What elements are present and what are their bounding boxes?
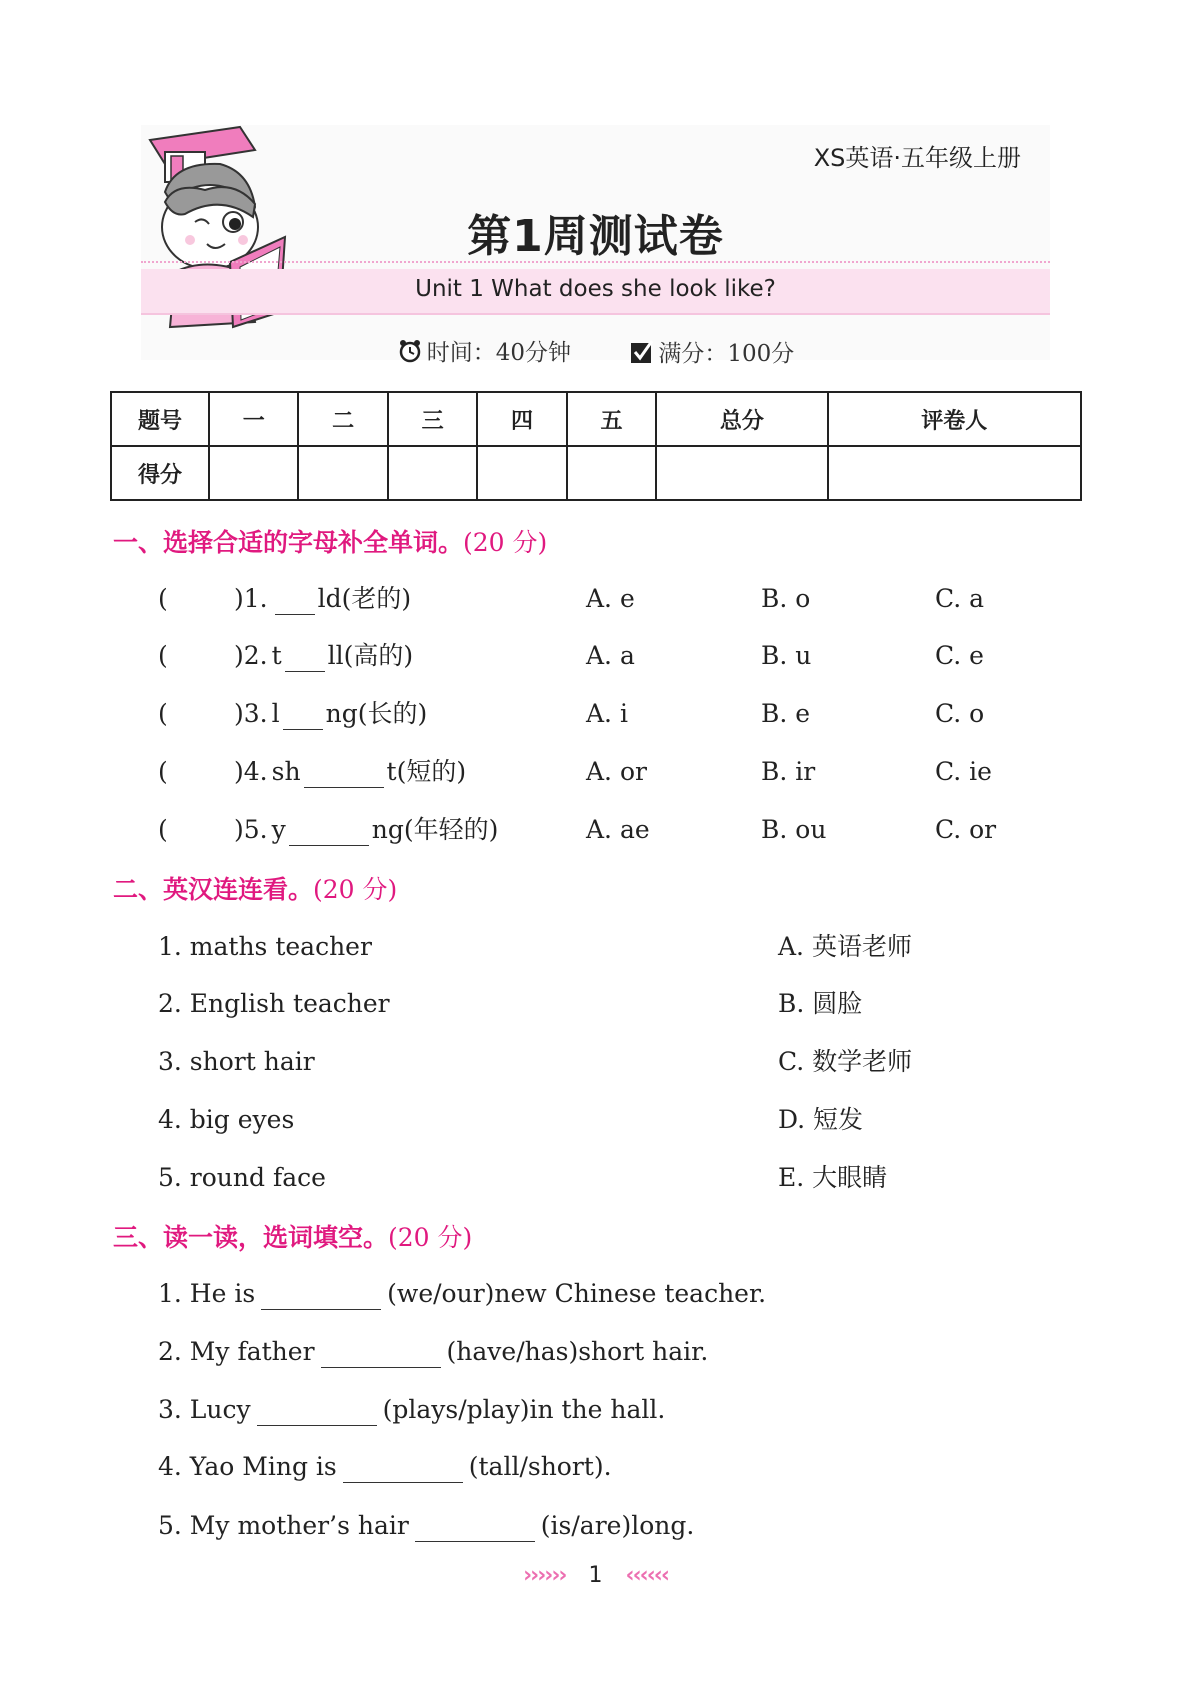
score-cell[interactable] — [656, 446, 827, 500]
answer-blank[interactable] — [415, 1513, 535, 1542]
match-chinese-item[interactable]: A. 英语老师 — [778, 932, 912, 961]
section-points: (20 分) — [313, 875, 398, 904]
time-label: 时间：40分钟 — [426, 340, 572, 366]
sentence-end: (tall/short). — [468, 1452, 612, 1481]
sentence-start: 4. Yao Ming is — [158, 1452, 337, 1481]
word-suffix: ng — [325, 699, 358, 728]
time-info — [397, 334, 571, 367]
fill-blank-sentence — [158, 1278, 766, 1310]
match-chinese-item[interactable]: C. 数学老师 — [778, 1047, 913, 1076]
full-score-label: 满分：100分 — [658, 341, 795, 367]
word-gloss: (高的) — [343, 641, 414, 670]
sentence-start: 3. Lucy — [158, 1395, 251, 1424]
answer-blank[interactable] — [321, 1339, 441, 1368]
answer-slot[interactable] — [175, 698, 230, 730]
header-cell: 五 — [567, 392, 656, 446]
row-label: 得分 — [111, 446, 209, 500]
question-word — [234, 640, 413, 672]
option-b[interactable]: B. e — [761, 699, 811, 728]
answer-slot[interactable] — [175, 640, 230, 672]
sentence-end: (we/our)new Chinese teacher. — [387, 1279, 767, 1308]
fill-blank-sentence — [158, 1451, 612, 1483]
option-c[interactable]: C. ie — [935, 757, 992, 786]
answer-slot[interactable] — [175, 814, 230, 846]
section-title: 一、选择合适的字母补全单词。 — [113, 528, 464, 557]
left-arrows-decoration: ›››››› — [523, 1563, 566, 1588]
option-a[interactable]: A. or — [586, 757, 647, 786]
header-cell: 二 — [298, 392, 387, 446]
exam-meta — [0, 334, 1191, 370]
page-footer — [0, 1563, 1191, 1588]
section-title: 三、读一读，选词填空。 — [113, 1223, 389, 1252]
header-cell: 三 — [388, 392, 477, 446]
score-cell[interactable] — [298, 446, 387, 500]
sentence-end: (is/are)long. — [540, 1511, 695, 1540]
section-points: (20 分) — [388, 1223, 473, 1252]
fill-blank-sentence — [158, 1394, 665, 1426]
match-chinese-item[interactable]: D. 短发 — [778, 1105, 864, 1134]
letter-blank — [304, 759, 384, 788]
header-cell: 四 — [477, 392, 566, 446]
word-gloss: (短的) — [396, 757, 467, 786]
word-gloss: (老的) — [341, 584, 412, 613]
letter-blank — [283, 701, 323, 730]
score-cell[interactable] — [388, 446, 477, 500]
option-b[interactable]: B. ir — [761, 757, 816, 786]
answer-paren-open: ( — [158, 641, 168, 670]
sentence-start: 5. My mother’s hair — [158, 1511, 409, 1540]
match-english-item[interactable]: 5. round face — [158, 1163, 326, 1192]
option-b[interactable]: B. ou — [761, 815, 827, 844]
option-a[interactable]: A. i — [586, 699, 628, 728]
header-cell: 题号 — [111, 392, 209, 446]
question-number: )3. — [234, 699, 268, 728]
question-word — [234, 698, 427, 730]
score-info — [630, 335, 794, 368]
option-c[interactable]: C. or — [935, 815, 997, 844]
question-word — [234, 583, 411, 615]
sentence-end: (have/has)short hair. — [446, 1337, 709, 1366]
header-cell: 总分 — [656, 392, 827, 446]
word-prefix: t — [271, 641, 282, 670]
option-b[interactable]: B. o — [761, 584, 811, 613]
dotted-divider — [141, 261, 1050, 263]
page-number: 1 — [588, 1563, 603, 1588]
match-english-item[interactable]: 4. big eyes — [158, 1105, 295, 1134]
unit-subtitle: Unit 1 What does she look like? — [415, 276, 776, 302]
fill-blank-sentence — [158, 1510, 694, 1542]
score-table-header-row — [111, 392, 1081, 446]
match-english-item[interactable]: 2. English teacher — [158, 989, 390, 1018]
option-a[interactable]: A. e — [586, 584, 635, 613]
sentence-start: 2. My father — [158, 1337, 315, 1366]
match-chinese-item[interactable]: E. 大眼睛 — [778, 1163, 888, 1192]
word-suffix: ng — [371, 815, 404, 844]
word-gloss: (年轻的) — [403, 815, 499, 844]
right-arrows-decoration: ‹‹‹‹‹‹ — [625, 1563, 668, 1588]
word-suffix: ld — [317, 584, 342, 613]
option-b[interactable]: B. u — [761, 641, 812, 670]
section2-heading — [113, 870, 397, 906]
score-cell[interactable] — [477, 446, 566, 500]
word-gloss: (长的) — [357, 699, 428, 728]
question-number: )4. — [234, 757, 268, 786]
answer-blank[interactable] — [343, 1454, 463, 1483]
question-number: )2. — [234, 641, 268, 670]
option-c[interactable]: C. o — [935, 699, 985, 728]
option-c[interactable]: C. e — [935, 641, 984, 670]
option-a[interactable]: A. ae — [586, 815, 650, 844]
sentence-start: 1. He is — [158, 1279, 256, 1308]
score-table-score-row — [111, 446, 1081, 500]
question-word — [234, 814, 498, 846]
answer-paren-open: ( — [158, 757, 168, 786]
option-c[interactable]: C. a — [935, 584, 985, 613]
section3-heading — [113, 1218, 472, 1254]
fill-blank-sentence — [158, 1336, 708, 1368]
score-cell[interactable] — [828, 446, 1081, 500]
option-a[interactable]: A. a — [586, 641, 635, 670]
answer-blank[interactable] — [257, 1397, 377, 1426]
answer-slot[interactable] — [175, 756, 230, 788]
answer-slot[interactable] — [175, 583, 230, 615]
answer-paren-open: ( — [158, 815, 168, 844]
answer-paren-open: ( — [158, 584, 168, 613]
sentence-end: (plays/play)in the hall. — [382, 1395, 666, 1424]
section-title: 二、英汉连连看。 — [113, 875, 314, 904]
letter-blank — [275, 586, 315, 615]
word-prefix: y — [271, 815, 286, 844]
match-english-item[interactable]: 3. short hair — [158, 1047, 315, 1076]
section1-heading — [113, 523, 547, 559]
word-suffix: ll — [327, 641, 344, 670]
letter-blank — [289, 817, 369, 846]
word-suffix: t — [386, 757, 397, 786]
word-prefix: sh — [271, 757, 301, 786]
answer-blank[interactable] — [261, 1281, 381, 1310]
alarm-clock-icon — [397, 338, 423, 364]
question-number: )1. — [234, 584, 268, 613]
letter-blank — [285, 643, 325, 672]
word-prefix: l — [271, 699, 280, 728]
score-table — [110, 391, 1082, 501]
question-word — [234, 756, 466, 788]
book-series-label: XS英语·五年级上册 — [813, 144, 1021, 172]
header-cell: 评卷人 — [828, 392, 1081, 446]
checkbox-checked-icon — [630, 340, 654, 364]
section-points: (20 分) — [463, 528, 548, 557]
score-cell[interactable] — [209, 446, 298, 500]
page-title: 第1周测试卷 — [467, 211, 724, 262]
match-english-item[interactable]: 1. maths teacher — [158, 932, 372, 961]
question-number: )5. — [234, 815, 268, 844]
header-cell: 一 — [209, 392, 298, 446]
match-chinese-item[interactable]: B. 圆脸 — [778, 989, 863, 1018]
score-cell[interactable] — [567, 446, 656, 500]
answer-paren-open: ( — [158, 699, 168, 728]
